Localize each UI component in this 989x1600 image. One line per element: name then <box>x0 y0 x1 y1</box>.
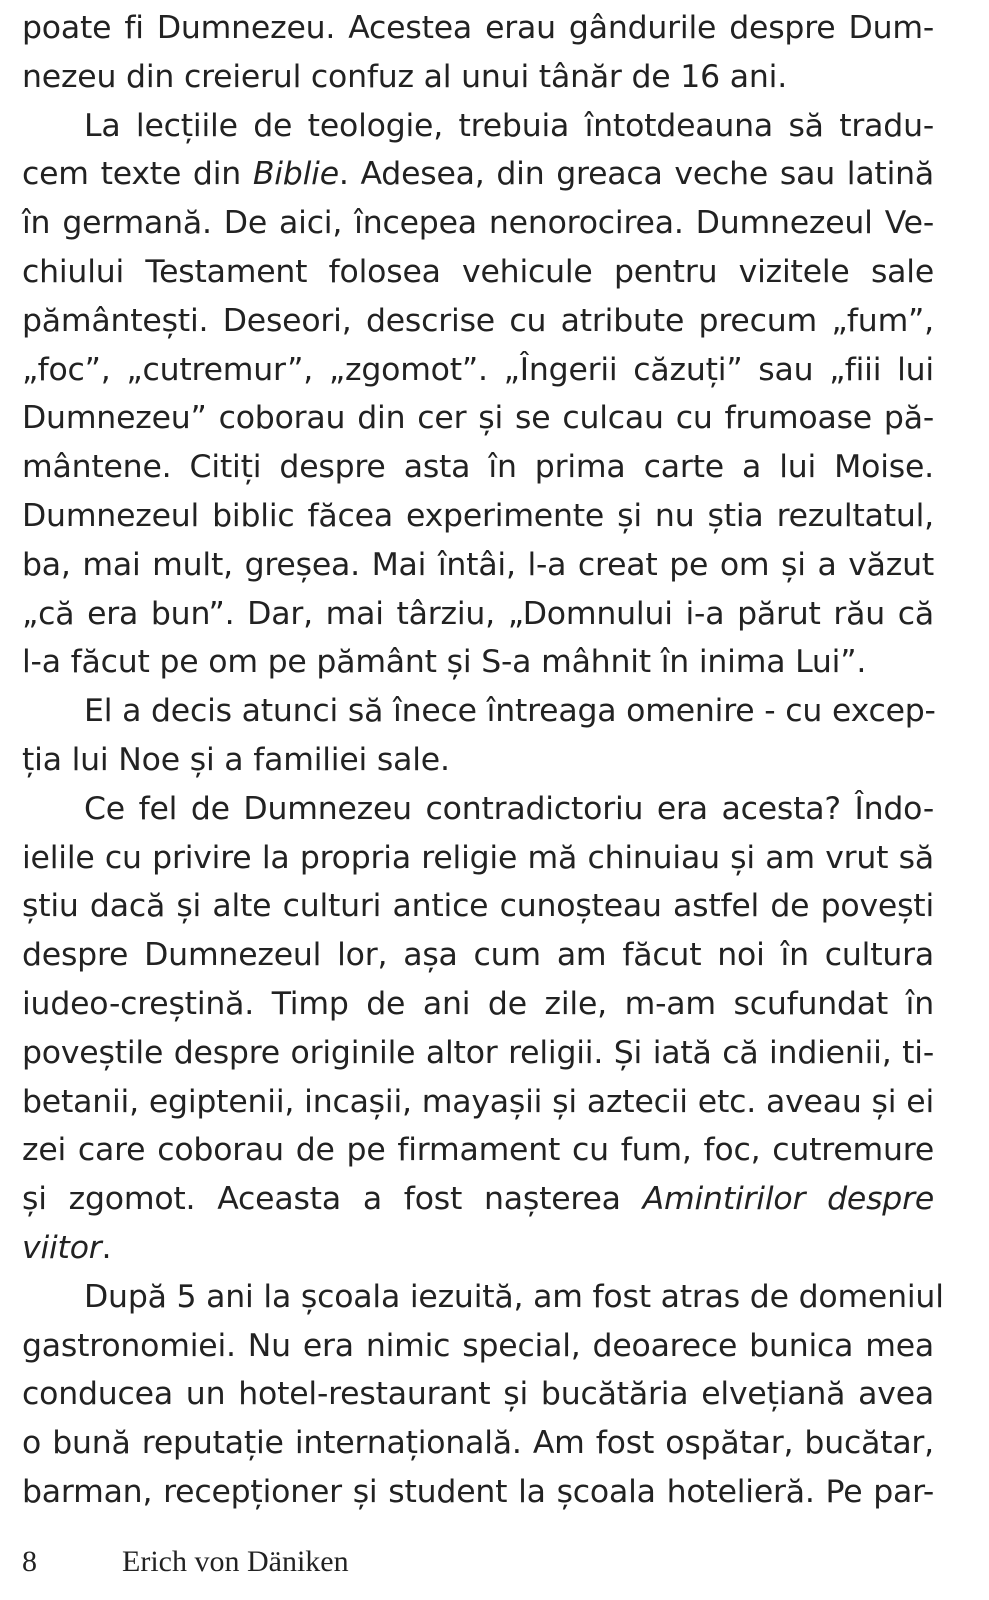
text-segment: mântene. Citiți despre asta în prima carte a lui Moise. <box>22 449 934 486</box>
text-line <box>22 4 934 53</box>
body-text <box>22 4 944 1517</box>
page-number: 8 <box>22 1545 37 1578</box>
text-line <box>22 541 934 590</box>
text-line <box>22 394 934 443</box>
text-line <box>22 931 934 980</box>
italic-segment: Amintirilor despre <box>642 1181 935 1218</box>
text-segment: betanii, egiptenii, incașii, mayașii și aztecii etc. aveau și ei <box>22 1083 934 1120</box>
text-segment: conducea un hotel-restaurant și bucătăria elvețiană avea <box>22 1376 934 1413</box>
text-segment: despre Dumnezeul lor, așa cum am făcut noi în cultura <box>22 937 934 974</box>
text-line <box>22 492 934 541</box>
text-segment: „că era bun”. Dar, mai târziu, „Domnului i-a părut rău că <box>22 595 934 632</box>
text-segment: cem texte din <box>22 156 253 193</box>
text-segment: pământești. Deseori, descrise cu atribute precum „fum”, <box>22 302 934 339</box>
text-segment: „foc”, „cutremur”, „zgomot”. „Îngerii căzuți” sau „fiii lui <box>22 351 934 388</box>
text-line <box>22 1273 944 1322</box>
text-segment: l-a făcut pe om pe pământ și S-a mâhnit în inima Lui”. <box>22 644 867 681</box>
text-segment: iudeo-creștină. Timp de ani de zile, m-am scufundat în <box>22 985 934 1022</box>
text-segment: ielile cu privire la propria religie mă chinuiau și am vrut să <box>22 839 934 876</box>
text-line <box>22 102 934 151</box>
italic-segment: Biblie <box>252 156 339 193</box>
text-segment: Ce fel de Dumnezeu contradictoriu era acesta? Îndo- <box>84 790 934 827</box>
text-line <box>22 1078 934 1127</box>
text-segment: știu dacă și alte culturi antice cunoșteau astfel de povești <box>22 888 934 925</box>
text-line <box>22 53 934 102</box>
text-segment: zei care coborau de pe firmament cu fum, foc, cutremure <box>22 1132 934 1169</box>
text-segment: După 5 ani la școala iezuită, am fost atras de domeniul <box>84 1278 944 1315</box>
text-segment: nezeu din creierul confuz al unui tânăr de 16 ani. <box>22 58 788 95</box>
text-segment: . <box>101 1229 112 1266</box>
text-line <box>22 1370 934 1419</box>
text-line <box>22 443 934 492</box>
text-line <box>22 882 934 931</box>
text-segment: o bună reputație internațională. Am fost ospătar, bucătar, <box>22 1425 934 1462</box>
text-segment: . Adesea, din greaca veche sau latină <box>338 156 934 193</box>
text-line <box>22 1419 934 1468</box>
text-segment: și zgomot. Aceasta a fost nașterea <box>22 1181 643 1218</box>
text-segment: Dumnezeu” coborau din cer și se culcau cu frumoase pă- <box>22 400 934 437</box>
text-line <box>22 687 934 736</box>
text-segment: poate fi Dumnezeu. Acestea erau gândurile despre Dum- <box>22 10 934 46</box>
text-segment: Dumnezeul biblic făcea experimente și nu știa rezultatul, <box>22 497 934 534</box>
text-line <box>22 248 934 297</box>
text-segment: La lecțiile de teologie, trebuia întotdeauna să tradu- <box>84 107 934 144</box>
text-segment: poveștile despre originile altor religii. Și iată că indienii, ti- <box>22 1034 934 1071</box>
text-segment: chiului Testament folosea vehicule pentru vizitele sale <box>22 253 934 290</box>
text-line <box>22 1126 934 1175</box>
text-line <box>22 638 934 687</box>
text-line <box>22 1468 934 1517</box>
text-segment: gastronomiei. Nu era nimic special, deoarece bunica mea <box>22 1327 934 1364</box>
text-line <box>22 150 934 199</box>
running-footer-author: Erich von Däniken <box>122 1545 349 1578</box>
text-segment: ția lui Noe și a familiei sale. <box>22 741 450 778</box>
page-footer <box>22 1545 349 1579</box>
text-segment: barman, recepționer și student la școala hotelieră. Pe par- <box>22 1473 934 1510</box>
text-line <box>22 346 934 395</box>
text-line <box>22 1224 934 1273</box>
text-line <box>22 297 934 346</box>
text-line <box>22 590 934 639</box>
text-line <box>22 1322 934 1371</box>
text-segment: El a decis atunci să înece întreaga omenire - cu excep- <box>84 693 936 730</box>
text-line <box>22 199 934 248</box>
text-segment: în germană. De aici, începea nenorocirea. Dumnezeul Ve- <box>22 205 934 242</box>
text-line <box>22 980 934 1029</box>
text-segment: ba, mai mult, greșea. Mai întâi, l-a creat pe om și a văzut <box>22 546 934 583</box>
text-line <box>22 736 934 785</box>
text-line <box>22 1029 934 1078</box>
italic-segment: viitor <box>22 1229 102 1266</box>
text-line <box>22 834 934 883</box>
text-line <box>22 1175 934 1224</box>
text-line <box>22 785 934 834</box>
